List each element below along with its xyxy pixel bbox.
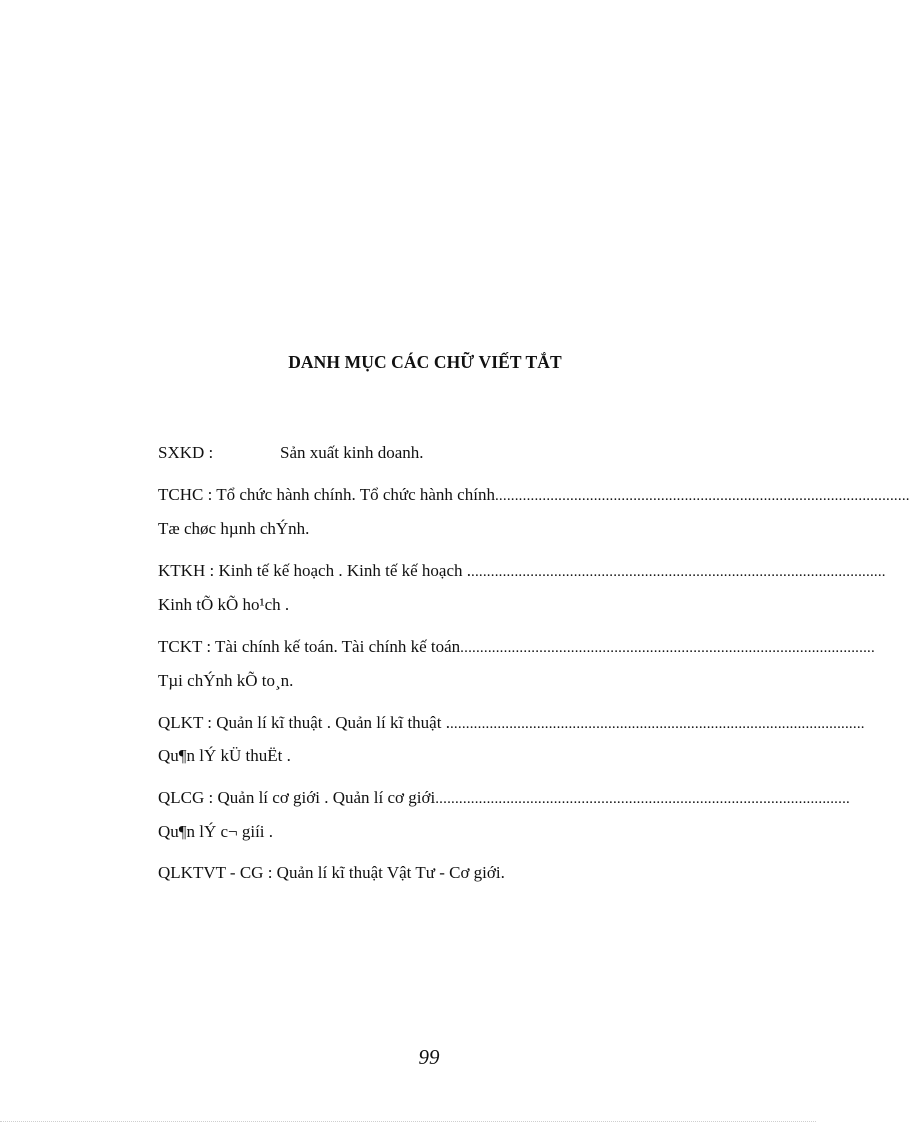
abbreviation-text: QLKT : Quản lí kĩ thuật . Quản lí kĩ thuật . — [158, 713, 450, 732]
dot-leader: ......................................................................................................... — [494, 488, 910, 504]
abbreviation-entry-qlcg — [158, 787, 850, 810]
abbreviation-continuation: Tæ chøc hµnh chÝnh. — [158, 519, 310, 538]
abbreviation-entry-qlktvt-cg: QLKTVT - CG : Quản lí kĩ thuật Vật Tư - Cơ giới. — [158, 863, 505, 882]
abbreviation-text: QLCG : Quản lí cơ giới . Quản lí cơ giới — [158, 788, 436, 807]
dot-leader: ......................................................................................................... — [449, 716, 865, 732]
abbreviation-entry-qlkt — [158, 712, 865, 735]
page-bottom-divider — [0, 1121, 816, 1122]
abbreviation-continuation: Qu¶n lÝ c¬ giíi . — [158, 822, 274, 841]
abbreviation-entry-sxkd — [158, 442, 424, 464]
abbreviation-text: TCKT : Tài chính kế toán. Tài chính kế toán — [158, 637, 461, 656]
abbreviation-entry-ktkh — [158, 560, 886, 583]
abbreviation-definition: Sản xuất kinh doanh. — [280, 443, 424, 462]
dot-leader: ......................................................................................................... — [471, 564, 886, 580]
dot-leader: ......................................................................................................... — [460, 640, 875, 656]
abbreviation-term: SXKD : — [158, 443, 214, 462]
abbreviation-continuation: Tµi chÝnh kÕ to¸n. — [158, 671, 294, 690]
abbreviation-continuation: Qu¶n lÝ kÜ thuËt . — [158, 746, 291, 765]
page-number: 99 — [418, 1045, 440, 1069]
abbreviation-entry-tchc — [158, 484, 910, 507]
abbreviation-text: KTKH : Kinh tế kế hoạch . Kinh tế kế hoạch . — [158, 561, 471, 580]
abbreviation-text: TCHC : Tổ chức hành chính. Tổ chức hành chính — [158, 485, 495, 504]
dot-leader: ......................................................................................................... — [435, 791, 850, 807]
page-title: DANH MỤC CÁC CHỮ VIẾT TẮT — [288, 352, 562, 372]
abbreviation-entry-tckt — [158, 636, 875, 659]
abbreviation-continuation: Kinh tÕ kÕ ho¹ch . — [158, 595, 290, 614]
